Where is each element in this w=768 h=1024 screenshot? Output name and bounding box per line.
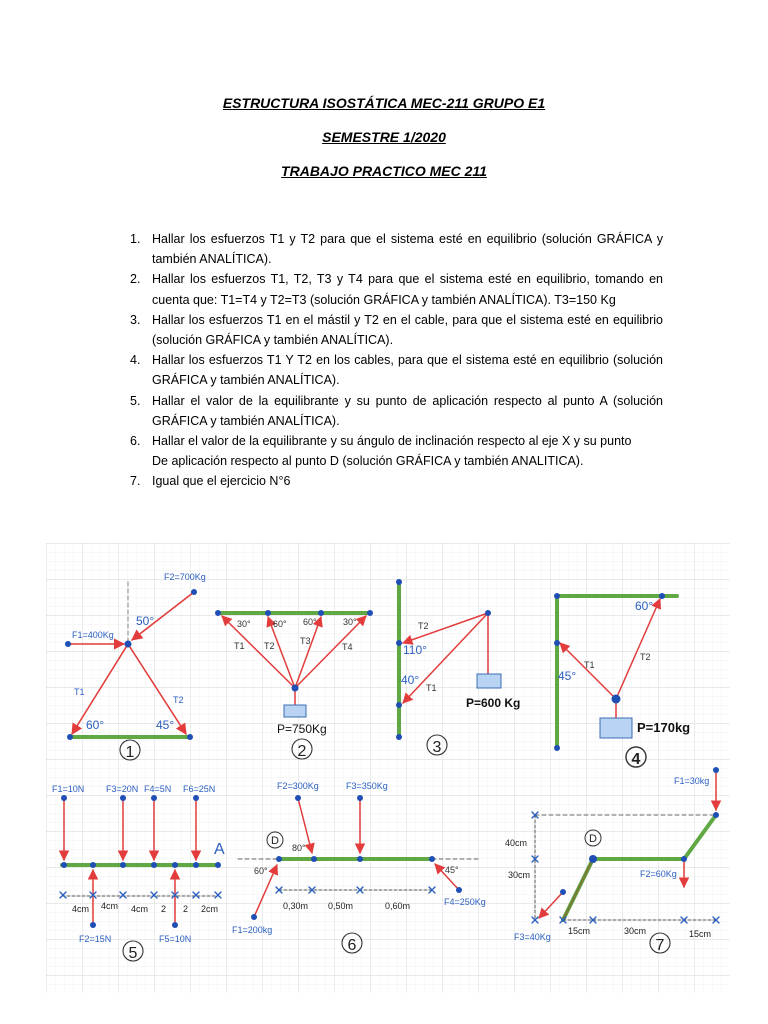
task-number: 3. [130, 312, 141, 327]
node-point [90, 862, 96, 868]
figure-number: 4 [631, 751, 641, 768]
figure-number: 5 [128, 945, 138, 962]
node-point [357, 856, 363, 862]
node-point [589, 855, 597, 863]
node-point [172, 922, 178, 928]
load-block [477, 674, 501, 688]
task-text: Hallar los esfuerzos T1, T2, T3 y T4 para que el sistema esté en equilibrio, tomando en cuenta que: T1=T4 y T2=T3 (solución GRÁFICA y también ANALÍTICA). T3=150 Kg [152, 272, 663, 307]
label-point-d: D [589, 833, 597, 845]
label-t3: T3 [300, 636, 311, 646]
label-t2: T2 [418, 621, 429, 631]
task-number: 1. [130, 232, 141, 246]
label-f2: F2=15N [79, 934, 112, 944]
label-angle-50: 50° [136, 614, 155, 628]
node-point [485, 610, 491, 616]
label-t2: T2 [640, 652, 651, 662]
label-angle-60: 60° [254, 866, 268, 876]
label-f5: F5=10N [159, 934, 192, 944]
label-load: P=600 Kg [466, 696, 521, 710]
task-item [126, 269, 663, 309]
node-point [193, 795, 199, 801]
node-point [215, 610, 221, 616]
title-line-2: SEMESTRE 1/2020 [322, 129, 446, 145]
label-angle-45: 45° [558, 669, 577, 683]
label-point-d: D [271, 835, 279, 847]
node-point [151, 795, 157, 801]
node-point [713, 812, 719, 818]
label-angle-60-left: 60° [273, 619, 287, 629]
label-dim-5: 2 [183, 904, 189, 914]
title-line-1: ESTRUCTURA ISOSTÁTICA MEC-211 GRUPO E1 [222, 95, 546, 111]
label-angle-40: 40° [401, 673, 420, 687]
load-block [600, 718, 632, 738]
task-number: 2. [130, 272, 141, 287]
task-item [126, 229, 663, 269]
label-angle-30-right: 30° [343, 617, 357, 627]
label-horizontal-15a: 15cm [568, 926, 591, 936]
figure-number: 3 [432, 739, 442, 756]
label-angle-60-right: 60° [303, 617, 317, 627]
node-point [396, 734, 402, 740]
node-point [67, 734, 73, 740]
node-point [367, 610, 373, 616]
node-point [61, 795, 67, 801]
node-point [276, 856, 282, 862]
task-text: Hallar los esfuerzos T1 y T2 para que el sistema esté en equilibrio (solución GRÁFICA y también ANALÍTICA). [152, 232, 663, 267]
node-point [560, 889, 566, 895]
node-point [215, 862, 221, 868]
label-dim-1: 0,30m [283, 901, 309, 911]
node-point [191, 589, 197, 595]
title-line-3: TRABAJO PRACTICO MEC 211 [281, 163, 487, 179]
task-item [126, 471, 663, 491]
node-point [318, 610, 324, 616]
label-angle-45: 45° [156, 718, 175, 732]
node-point [172, 862, 178, 868]
label-dim-3: 4cm [131, 904, 149, 914]
node-point [554, 745, 560, 751]
node-point [554, 593, 560, 599]
node-point [396, 702, 402, 708]
task-number: 4. [130, 353, 141, 368]
label-angle-30-left: 30° [237, 619, 251, 629]
label-f3: F3=20N [106, 784, 139, 794]
task-number: 6. [130, 434, 141, 449]
label-dim-3: 0,60m [385, 901, 411, 911]
label-horizontal-30: 30cm [624, 926, 647, 936]
label-f4: F4=5N [144, 784, 172, 794]
task-item [126, 391, 663, 431]
node-point [151, 862, 157, 868]
figure-number: 7 [655, 937, 665, 954]
task-text: Igual que el ejercicio N°6 [152, 474, 291, 489]
node-point [681, 856, 687, 862]
node-point [125, 641, 132, 648]
label-angle-110: 110° [403, 643, 427, 657]
label-f2: F2=300Kg [277, 781, 319, 791]
label-vertical-30: 30cm [508, 870, 531, 880]
node-point [429, 856, 435, 862]
node-point [251, 914, 257, 920]
figure-number: 1 [125, 744, 135, 761]
label-angle-45: 45° [445, 865, 459, 875]
label-f1: F1=400Kg [72, 630, 114, 640]
label-dim-2: 4cm [101, 901, 119, 911]
figure-number: 2 [297, 743, 307, 760]
task-text: Hallar los esfuerzos T1 Y T2 en los cables, para que el sistema esté en equilibrio (solución GRÁFICA y también ANALÍTICA). [152, 353, 663, 388]
label-t1: T1 [426, 683, 437, 693]
label-angle-60: 60° [635, 599, 654, 613]
label-f1: F1=10N [52, 784, 85, 794]
task-text: Hallar el valor de la equilibrante y su punto de aplicación respecto al punto A (solución GRÁFICA y también ANALÍTICA). [152, 393, 663, 428]
label-f2: F2=700Kg [164, 572, 206, 582]
node-point [90, 922, 96, 928]
task-item [126, 310, 663, 350]
label-t1: T1 [74, 687, 85, 697]
node-point [396, 640, 402, 646]
task-item [126, 431, 663, 471]
label-t2: T2 [173, 695, 184, 705]
node-point [713, 767, 719, 773]
task-number: 5. [130, 393, 141, 408]
label-angle-80: 80° [292, 843, 306, 853]
task-text-continued: De aplicación respecto al punto D (solución GRÁFICA y también ANALITICA). [152, 454, 584, 469]
node-point [396, 579, 402, 585]
load-block [284, 705, 306, 717]
label-t1: T1 [234, 641, 245, 651]
node-point [456, 887, 462, 893]
node-point [120, 795, 126, 801]
node-point [65, 641, 71, 647]
node-point [295, 795, 301, 801]
task-item [126, 350, 663, 390]
task-text: Hallar el valor de la equilibrante y su ángulo de inclinación respecto al eje X y su punto [152, 434, 632, 449]
node-point [612, 695, 621, 704]
label-horizontal-15b: 15cm [689, 929, 712, 939]
figure-number: 6 [347, 937, 357, 954]
label-f6: F6=25N [183, 784, 216, 794]
label-angle-60: 60° [86, 718, 105, 732]
label-t4: T4 [342, 642, 353, 652]
node-point [659, 593, 665, 599]
task-number: 7. [130, 474, 141, 489]
label-f3: F3=350Kg [346, 781, 388, 791]
label-dim-1: 4cm [72, 904, 90, 914]
node-point [265, 610, 271, 616]
node-point [357, 795, 363, 801]
label-t2: T2 [264, 641, 275, 651]
node-point [554, 640, 560, 646]
label-t1: T1 [584, 660, 595, 670]
node-point [193, 862, 199, 868]
label-dim-6: 2cm [201, 904, 219, 914]
label-load: P=170kg [637, 720, 691, 735]
task-text: Hallar los esfuerzos T1 en el mástil y T2 en el cable, para que el sistema esté en equilibrio (solución GRÁFICA y también ANALÍTICA). [152, 312, 663, 348]
node-point [292, 685, 299, 692]
label-f1: F1=30kg [674, 776, 710, 786]
label-point-a: A [214, 841, 225, 858]
label-load: P=750Kg [277, 722, 327, 736]
task-list [126, 229, 663, 492]
label-f1: F1=200kg [232, 925, 273, 935]
node-point [61, 862, 67, 868]
exercise-figures [46, 543, 730, 993]
label-dim-2: 0,50m [328, 901, 354, 911]
label-f4: F4=250Kg [444, 897, 486, 907]
node-point [311, 856, 317, 862]
label-vertical-40: 40cm [505, 838, 528, 848]
node-point [120, 862, 126, 868]
label-f2: F2=60Kg [640, 869, 677, 879]
node-point [187, 734, 193, 740]
label-f3: F3=40Kg [514, 932, 551, 942]
label-dim-4: 2 [161, 904, 167, 914]
